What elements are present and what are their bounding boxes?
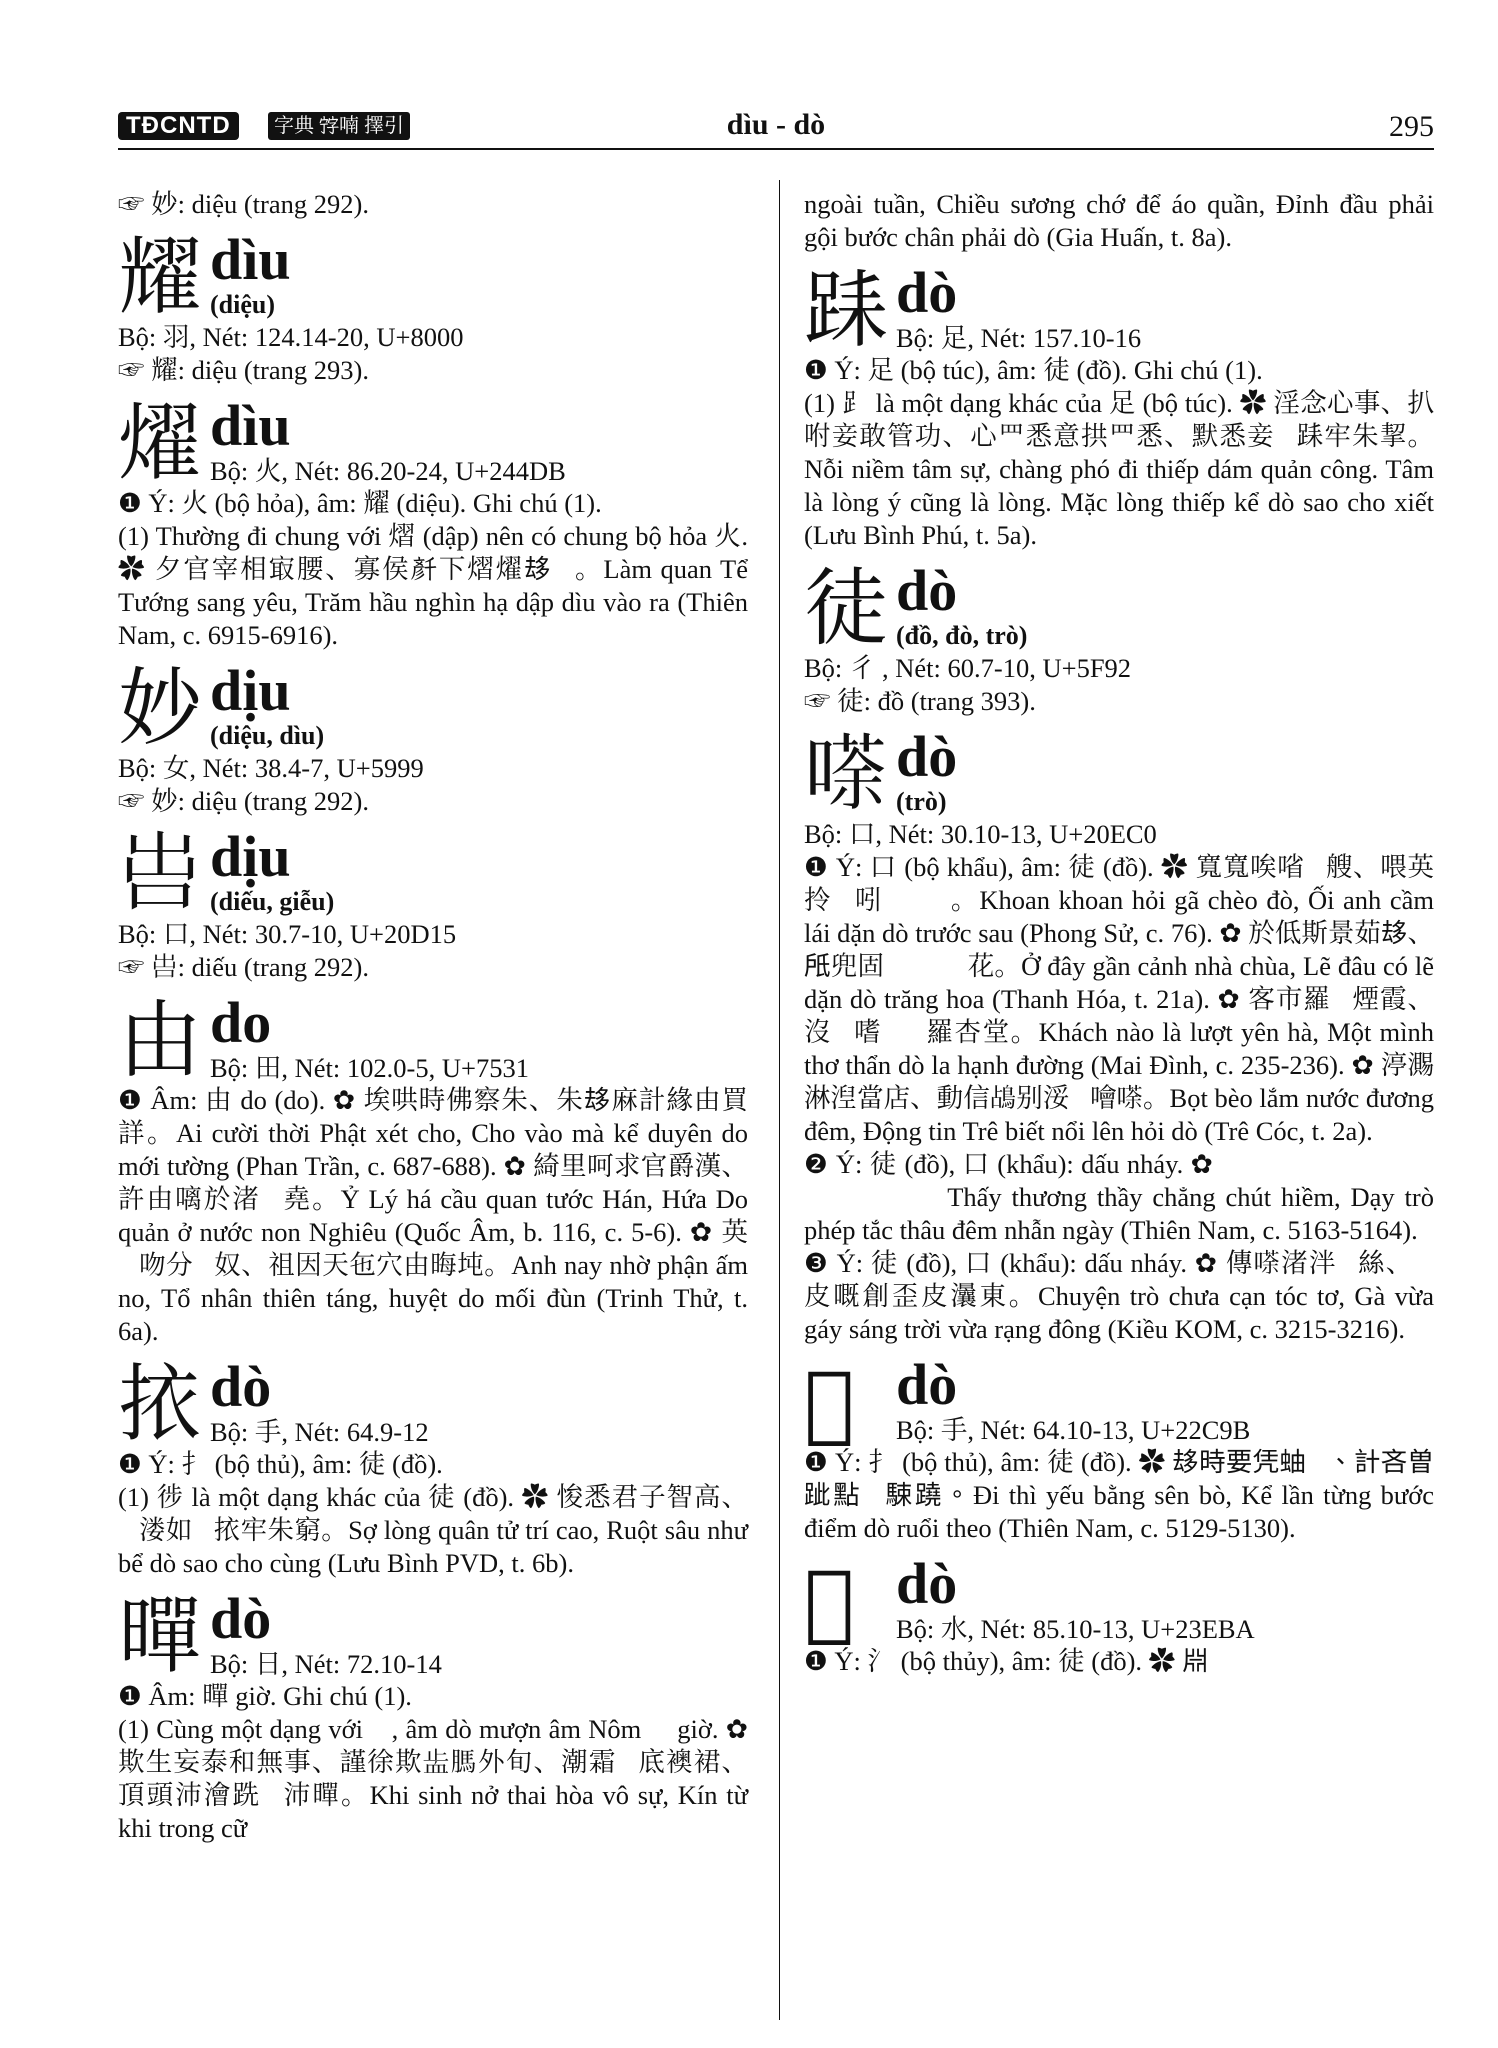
entry-radical-info: Bộ: 女, Nét: 38.4-7, U+5999 [118, 753, 424, 783]
entry-alt-readings: (diệu) [210, 290, 275, 319]
page-number: 295 [1389, 110, 1434, 143]
entry-alt-readings: (đồ, đò, trò) [896, 621, 1028, 650]
entry-headword: dìu [210, 227, 291, 292]
entry-radical-info: Bộ: 彳 , Nét: 60.7-10, U+5F92 [804, 653, 1132, 683]
entry-radical-info: Bộ: 手, Nét: 64.10-13, U+22C9B [896, 1415, 1251, 1445]
entry-sense: ❶ Ý: 扌 (bộ thủ), âm: 徒 (đồ). [118, 1449, 443, 1479]
entry-character: 𢳛 [804, 1353, 855, 1451]
right-column [804, 188, 1434, 1678]
entry-note: (1) 徏 là một dạng khác của 徒 (đồ). ✿ 悛悉君子智高、𦛌溇如𣷭挔牢朱窮。Sợ lòng quân tử trí cao, Ruột sâu như bể dò sao cho cùng (Lưu Bình PVD, t. 6b). [118, 1482, 748, 1578]
entry-dieu-2 [118, 393, 748, 652]
entry-headword: dìu [210, 393, 291, 458]
cross-reference: ☞ 徒: đồ (trang 393). [804, 686, 1036, 716]
entry-headword: dò [896, 260, 958, 325]
header-rule [118, 148, 1434, 150]
entry-radical-info: Bộ: 火, Nét: 86.20-24, U+244DB [210, 456, 566, 486]
entry-headword: dò [210, 1354, 272, 1419]
entry-sense: ❶ Ý: 火 (bộ hỏa), âm: 耀 (diệu). Ghi chú (1). [118, 488, 602, 518]
entry-do-grave-5 [804, 724, 1434, 1346]
entry-radical-info: Bộ: 羽, Nét: 124.14-20, U+8000 [118, 322, 464, 352]
entry-alt-readings: (diệu, dìu) [210, 721, 325, 750]
entry-do-grave-4 [804, 558, 1434, 718]
entry-character: 徒 [804, 559, 889, 657]
entry-radical-info: Bộ: 足, Nét: 157.10-16 [896, 323, 1142, 353]
entry-character: 𣺺 [804, 1552, 855, 1650]
entry-sense: ❸ Ý: 徒 (đồ), 口 (khẩu): dấu nháy. ✿ 傳𠻬渚泮𩯀絲、𪂮皮嘅創歪皮㶞東。Chuyện trò chưa cạn tóc tơ, Gà vừa gáy sáng trời vừa rạng đông (Kiều KOM, c. 3215-3216). [804, 1248, 1434, 1344]
entry-sense: ❶ Âm: 暺 giờ. Ghi chú (1). [118, 1681, 412, 1711]
entry-character: 𨀤 [804, 261, 889, 359]
entry-note: (1) ⻊ là một dạng khác của 足 (bộ túc). ✿ 淫念心事、扒咐妾敢管功、心罒悉意拱罒悉、默悉妾𠳨𨀤牢朱挈。Nỗi niềm tâm sự, chàng phó đi thiếp dám quản công. Tâm là lòng ý cũng là lòng. Mặc lòng thiếp kể dò sao cho xiết (Lưu Bình Phú, t. 5a). [804, 388, 1434, 550]
entry-diu-1 [118, 658, 748, 818]
entry-radical-info: Bộ: 口, Nét: 30.10-13, U+20EC0 [804, 819, 1157, 849]
entry-headword: dò [896, 724, 958, 789]
left-column [118, 188, 748, 1845]
entry-do-grave-1 [118, 1354, 748, 1580]
entry-headword: dò [210, 1586, 272, 1651]
entry-do-grave-6 [804, 1352, 1434, 1545]
entry-radical-info: Bộ: 田, Nét: 102.0-5, U+7531 [210, 1053, 529, 1083]
cross-reference: ☞ 妙: diệu (trang 292). [118, 786, 369, 816]
entry-alt-readings: (trò) [896, 787, 947, 816]
entry-sense: ❷ Ý: 徒 (đồ), 口 (khẩu): dấu nháy. ✿ 𧡊傷柴拯𢬣嫌、吷𠻬法則偷店忍㖡。Thấy thương thầy chẳng chút hiềm, Dạy trò phép tắc thâu đêm nhẫn ngày (Thiên Nam, c. 5163-5164). [804, 1149, 1434, 1245]
entry-do [118, 990, 748, 1348]
entry-radical-info: Bộ: 水, Nét: 85.10-13, U+23EBA [896, 1614, 1255, 1644]
column-divider [779, 180, 780, 2020]
publisher-logo: TĐCNTD [118, 112, 239, 140]
entry-alt-readings: (diếu, giễu) [210, 887, 335, 916]
entry-headword: dịu [210, 658, 291, 723]
entry-character: 挔 [118, 1355, 203, 1453]
entry-do-grave-3 [804, 260, 1434, 552]
entry-note: (1) Cùng một dạng với 𣇞, âm dò mượn âm Nôm 𣇞 giờ. ✿ 欺生妄泰和無事、謹徐欺𧖭𦟐外旬、潮霜𦀺底襖裙、頂頭沛澮跣𩠓沛暺。Khi sinh nở thai hòa vô sự, Kín từ khi trong cữ [118, 1714, 748, 1843]
entry-do-grave-2 [118, 1586, 748, 1845]
entry-sense: ❶ Ý: 口 (bộ khẩu), âm: 徒 (đồ). ✿ 寬寬唉㗂𢯏艘、喂英拎𢂰吲𠻬𦢳𩈘。Khoan khoan hỏi gã chèo đò, Ối anh cầm lái dặn dò trước sau (Phong Sử, c. 76). ✿ 於低斯景茹𠫾、𣱆兜固𨭈𠻬𠻬𦬑花。Ở đây gần cảnh nhà chùa, Lẽ đâu có lẽ dặn dò trăng hoa (Thanh Hóa, t. 21a). ✿ 客市羅𦀊煙霞、沒𨉟嗜𠳨𠻬羅杏堂。Khách nào là lượt yên hà, Một mình thơ thẩn dò la hạnh đường (Mai Đình, c. 235-236). ✿ 渟瀃淋湼當店、動信𪀄别浽𨖲噲𠻬。Bọt bèo lắm nước đương đêm, Động tin Trê biết nổi lên hỏi dò (Trê Cóc, t. 2a). [804, 852, 1434, 1146]
entry-sense: ❶ Ý: 扌 (bộ thủ), âm: 徒 (đồ). ✿ 𠫾時要凭蚰𨆢、計吝曽跐點𢳛駷蹺。Đi thì yếu bằng sên bò, Kể lần từng bước điểm dò ruổi theo (Thiên Nam, c. 5129-5130). [804, 1447, 1434, 1543]
entry-character: 妙 [118, 659, 203, 757]
entry-radical-info: Bộ: 手, Nét: 64.9-12 [210, 1417, 429, 1447]
running-title: dìu - dò [726, 108, 826, 141]
entry-character: 耀 [118, 228, 203, 326]
entry-note: (1) Thường đi chung với 熠 (dập) nên có chung bộ hỏa 火. ✿ 夕官宰相㝡腰、寡侯𠦳下熠燿𠫾𨖲。Làm quan Tể Tướng sang yêu, Trăm hầu nghìn hạ dập dìu vào ra (Thiên Nam, c. 6915-6916). [118, 521, 748, 650]
entry-sense: ❶ Ý: 足 (bộ túc), âm: 徒 (đồ). Ghi chú (1). [804, 355, 1263, 385]
entry-character: 𠻬 [804, 725, 889, 823]
entry-headword: do [210, 990, 272, 1055]
cross-reference: ☞ 耀: diệu (trang 293). [118, 355, 369, 385]
entry-character: 燿 [118, 394, 203, 492]
continued-text: ngoài tuần, Chiều sương chớ để áo quần, Đỉnh đầu phải gội bước chân phải dò (Gia Huấn, t. 8a). [804, 189, 1434, 252]
entry-dieu-1 [118, 227, 748, 387]
entry-sense: ❶ Ý: 氵 (bộ thủy), âm: 徒 (đồ). ✿ 𣶒 [804, 1646, 1209, 1676]
entry-do-grave-7 [804, 1551, 1434, 1678]
cross-reference: ☞ 妙: diệu (trang 292). [118, 189, 369, 219]
entry-sense: ❶ Âm: 由 do (do). ✿ 埃哄時佛察朱、朱𠫾麻計緣由買詳。Ai cười thời Phật xét cho, Cho vào mà kể duyên do mới tường (Phan Trần, c. 687-688). ✿ 綺里呵求官爵漢、許由𠻗於渚𡽫堯。Ỷ Lý há cầu quan tước Hán, Hứa Do quản ở nước non Nghiêu (Quốc Âm, b. 116, c. 5-6). ✿ 英𠁑吻分𡗶奴、祖因天㐌穴由晦坉。Anh nay nhờ phận ấm no, Tổ nhân thiên táng, huyệt do mối đùn (Trinh Thử, t. 6a). [118, 1085, 748, 1346]
entry-headword: dịu [210, 824, 291, 889]
entry-headword: dò [896, 1551, 958, 1616]
entry-headword: dò [896, 1352, 958, 1417]
nom-logo: 字典 𡨸喃 擇引 [268, 112, 410, 140]
entry-character: 𠰕 [118, 825, 203, 923]
entry-character: 由 [118, 991, 203, 1089]
entry-radical-info: Bộ: 日, Nét: 72.10-14 [210, 1649, 442, 1679]
entry-headword: dò [896, 558, 958, 623]
entry-diu-2 [118, 824, 748, 984]
entry-radical-info: Bộ: 口, Nét: 30.7-10, U+20D15 [118, 919, 457, 949]
entry-character: 暺 [118, 1587, 203, 1685]
cross-reference: ☞ 𠰕: diếu (trang 292). [118, 952, 369, 982]
page-header [118, 108, 1434, 148]
